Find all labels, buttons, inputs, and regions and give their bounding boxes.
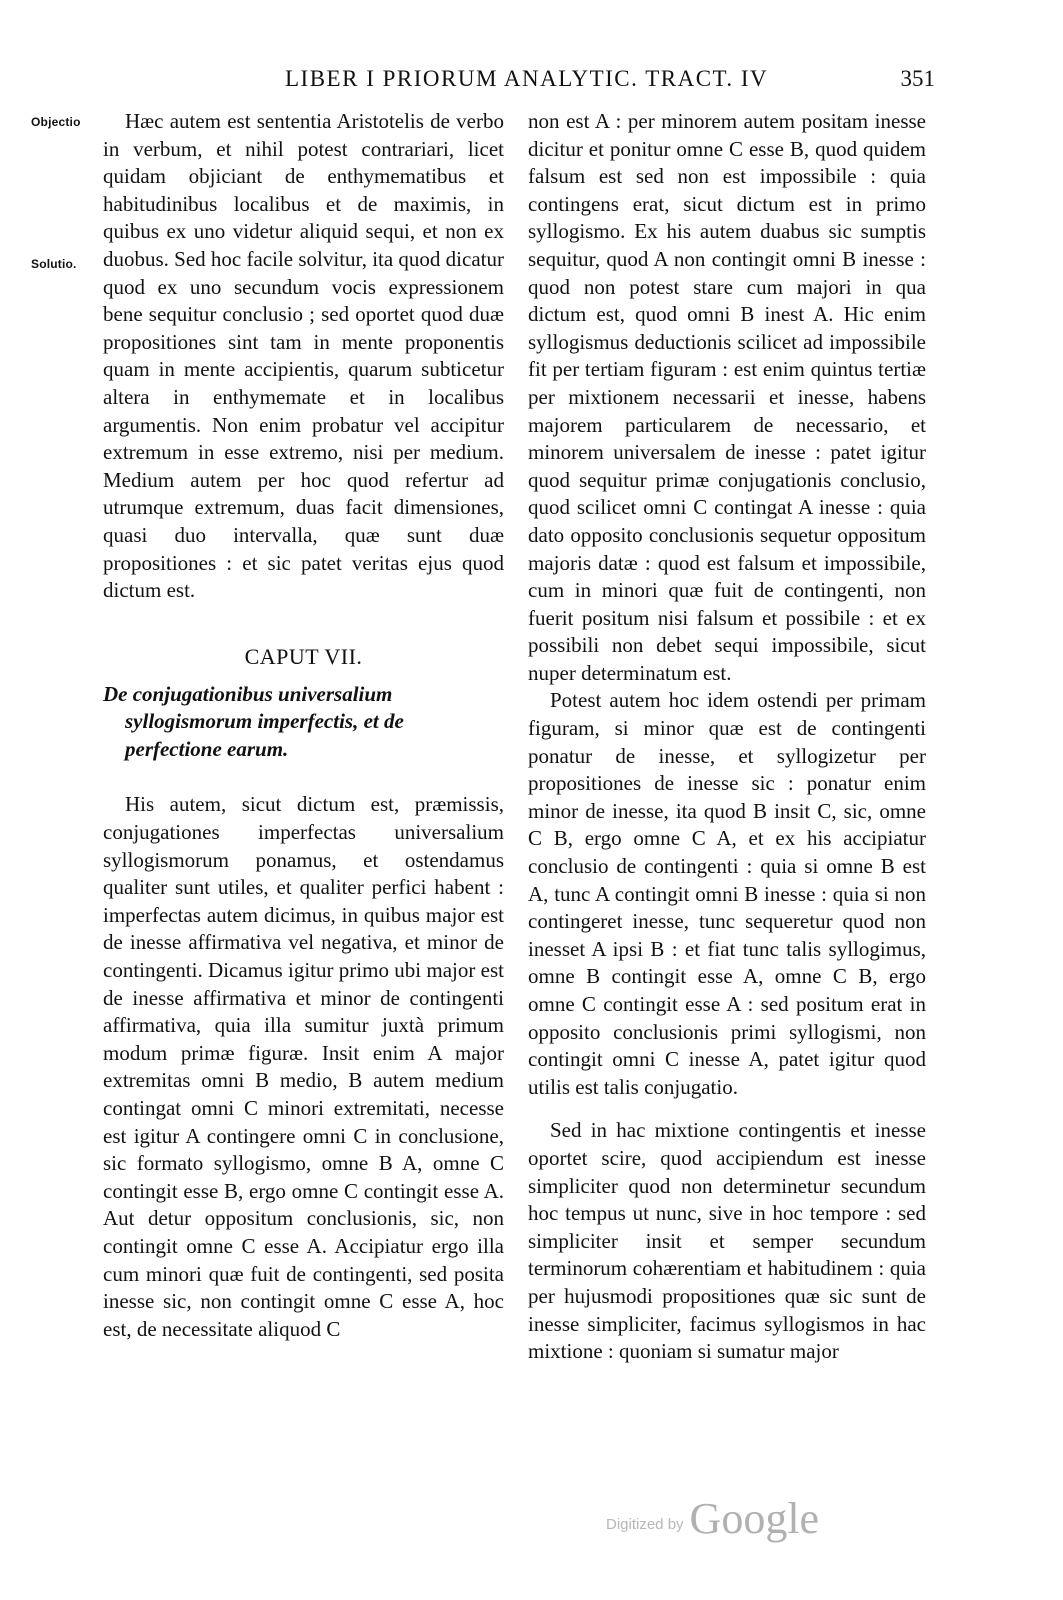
- digitized-watermark: [606, 1494, 820, 1543]
- page-header: [285, 66, 935, 96]
- right-paragraph-1: non est A : per minorem autem positam inesse dicitur et ponitur omne C esse B, quod quidem falsum est sed non est impossibile : quia contingens erat, sicut dictum est in primo syllogismo. Ex his autem duabus sic sumptis sequitur, quod A non contingit omni B inesse : quod non potest stare cum majori in qua dictum est, quod omni B inest A. Hic enim syllogismus deductionis scilicet ad impossibile fit per tertiam figuram : est enim quintus tertiæ per mixtionem necessarii et inesse, habens majorem particularem de necessario, et minorem universalem de inesse : patet igitur quod sequitur primæ conjugationis conclusio, quod scilicet omni C contingat A inesse : quia dato opposito conclusionis sequetur oppositum majoris datæ : quod est falsum et impossibile, cum in minori quæ fuit de contingenti, non fuerit positum nisi falsum et possibile : et ex possibili non debet sequi impossibile, sicut nuper determinatum est.: [528, 109, 926, 685]
- chapter-subtitle: De conjugationibus universalium syllogismorum imperfectis, et de perfectione earum.: [103, 681, 404, 761]
- running-title: LIBER I PRIORUM ANALYTIC. TRACT. IV: [285, 66, 769, 91]
- page-number: 351: [900, 66, 935, 91]
- body-paragraph: His autem, sicut dictum est, præmissis, conjugationes imperfectas universalium syllogismorum ponamus, et ostendamus qualiter sunt utiles, et qualiter perfici habent : imperfectas autem dicimus, in quibus major est de inesse affirmativa vel negativa, et minor de contingenti. Dicamus igitur primo ubi major est de inesse affirmativa et minor de contingenti affirmativa, quia illa sumitur juxtà primum modum primæ figuræ. Insit enim A major extremitas omni B medio, B autem medium contingat omni C minori extremitati, necesse est igitur A contingere omni C in conclusione, sic formato syllogismo, omne B A, omne C contingit esse B, ergo omne C contingit esse A. Aut detur oppositum conclusionis, sic, non contingit omne C esse A. Accipiatur ergo illa cum minori quæ fuit de contingenti, sed posita inesse sic, non contingit omne C esse A, hoc est, de necessitate aliquod C: [103, 792, 504, 1341]
- left-column: [103, 108, 504, 1343]
- google-logo: Google: [689, 1494, 820, 1543]
- right-paragraph-3: Sed in hac mixtione contingentis et inesse oportet scire, quod accipiendum est inesse simpliciter quod non determinetur secundum hoc tempus ut nunc, sive in hoc tempore : sed simpliciter insit et semper secundum terminorum cohærentiam et habitudinem : quia per hujusmodi propositiones quæ sic sunt de inesse simpliciter, facimus syllogismos in hac mixtione : quoniam si sumatur major: [528, 1118, 926, 1364]
- digitized-by-label: Digitized by: [606, 1516, 684, 1533]
- intro-paragraph: Hæc autem est sententia Aristotelis de verbo in verbum, et nihil potest contrariari, licet quidam objiciant de enthymematibus et habitudinibus localibus et de maximis, in quibus ex uno videtur aliquid sequi, et non ex duobus. Sed hoc facile solvitur, ita quod dicatur quod ex uno secundum vocis expressionem bene sequitur conclusio ; sed oportet quod duæ propositiones sint tam in mente proponentis quam in mente accipientis, quarum subticetur altera in enthymemate et in localibus argumentis. Non enim probatur vel accipitur extremum in esse extremo, nisi per medium. Medium autem per hoc quod refertur ad utrumque extremum, duas facit dimensiones, quasi duo intervalla, quæ sunt duæ propositiones : et sic patet veritas ejus quod dictum est.: [103, 109, 504, 603]
- chapter-heading: CAPUT VII.: [244, 643, 363, 669]
- right-paragraph-2: Potest autem hoc idem ostendi per primam figuram, si minor quæ est de contingenti ponatur de inesse, et syllogizetur per propositiones de inesse sic : ponatur enim minor de inesse, ita quod B insit C, sic, omne C B, ergo omne C A, et ex his accipiatur conclusio de contingenti : quia si omne B est A, tunc A contingit omni B inesse : quia si non contingeret inesse, tunc sequeretur quod non inesset A ipsi B : et fiat tunc talis syllogimus, omne B contingit esse A, omne C B, ergo omne C contingit esse A : sed positum erat in opposito conclusionis primi syllogismi, non contingit omni C inesse A, patet igitur quod utilis est talis conjugatio.: [528, 688, 926, 1099]
- margin-note-objectio: Objectio: [31, 115, 81, 129]
- right-column: [528, 108, 926, 1366]
- margin-note-solutio: Solutio.: [31, 257, 77, 271]
